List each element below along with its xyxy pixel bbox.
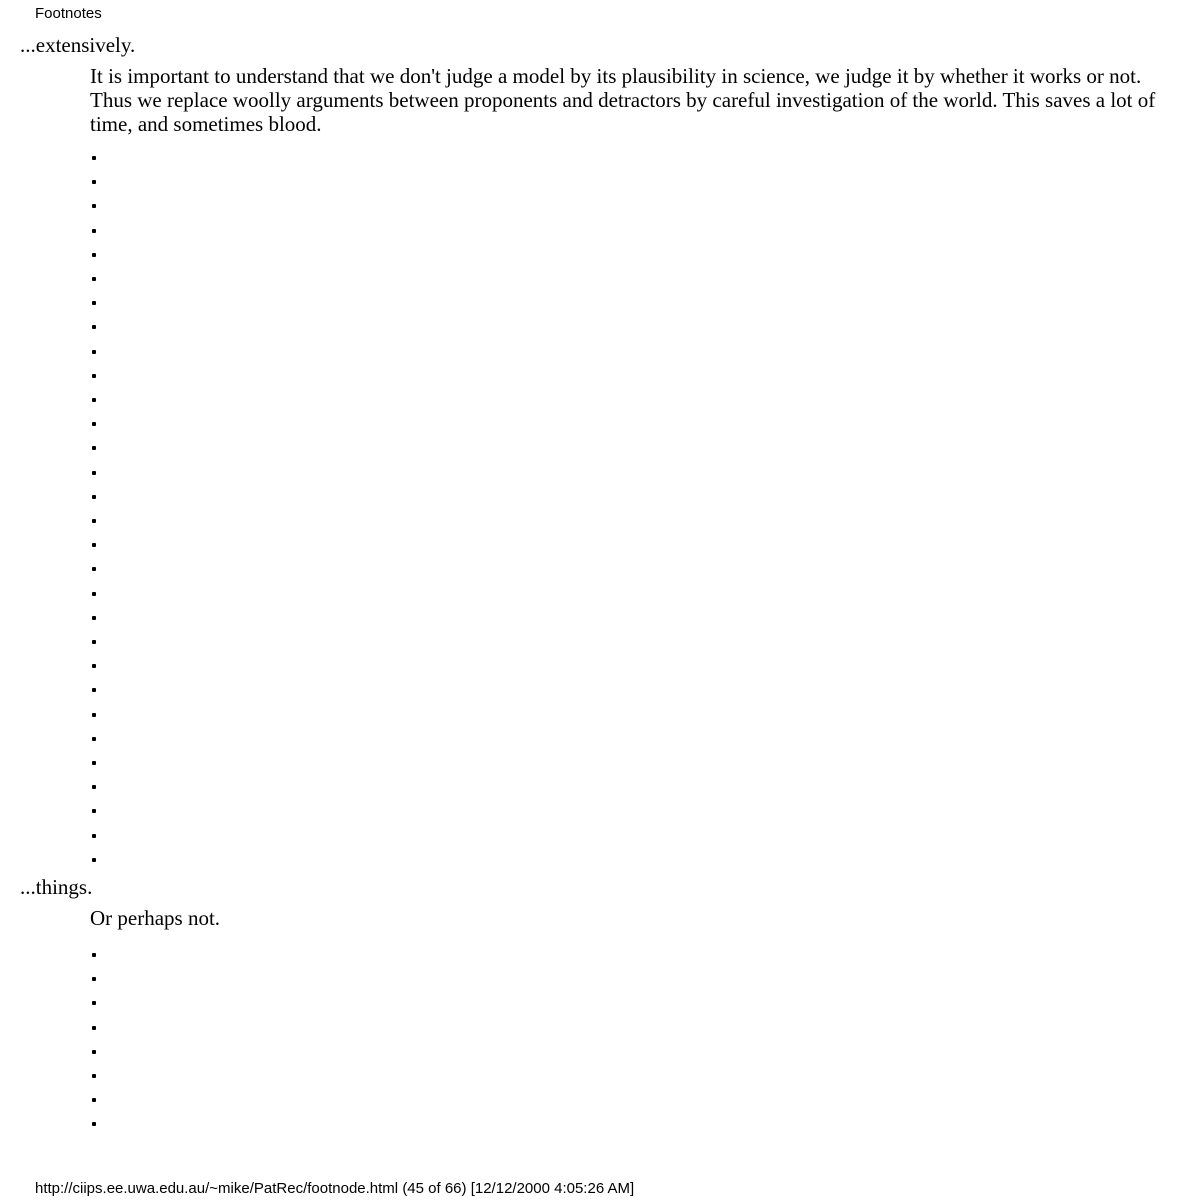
footer-timestamp: [12/12/2000 4:05:26 AM] [470, 1180, 635, 1197]
spacer-dot [92, 1074, 96, 1078]
spacer-dot [92, 204, 96, 208]
spacer-dot [92, 1122, 96, 1126]
spacer-dot [92, 1050, 96, 1054]
spacer-dot [92, 688, 96, 692]
spacer-dot [92, 953, 96, 957]
spacer-dot [92, 519, 96, 523]
spacer-dot [92, 446, 96, 450]
spacer-dot [92, 567, 96, 571]
spacer-dot [92, 1001, 96, 1005]
spacer-dot [92, 253, 96, 257]
page-header: Footnotes [35, 5, 102, 22]
spacer-dot [92, 471, 96, 475]
spacer-dot [92, 640, 96, 644]
spacer-dot [92, 543, 96, 547]
spacer-dot [92, 301, 96, 305]
footnote-term-things[interactable]: ...things. [20, 875, 93, 899]
spacer-dot [92, 422, 96, 426]
footer-page-info: (45 of 66) [402, 1180, 467, 1197]
spacer-dot [92, 325, 96, 329]
footer-url[interactable]: http://ciips.ee.uwa.edu.au/~mike/PatRec/footnode.html [35, 1180, 399, 1197]
spacer-dot [92, 737, 96, 741]
spacer-dot [92, 809, 96, 813]
spacer-dot [92, 761, 96, 765]
spacer-dot [92, 977, 96, 981]
spacer-dot [92, 374, 96, 378]
spacer-dot [92, 1026, 96, 1030]
spacer-dot [92, 156, 96, 160]
spacer-dot [92, 1098, 96, 1102]
footnote-text-things: Or perhaps not. [90, 906, 221, 930]
spacer-dot [92, 350, 96, 354]
spacer-dot [92, 277, 96, 281]
spacer-dot [92, 834, 96, 838]
spacer-dot [92, 398, 96, 402]
spacer-dot [92, 616, 96, 620]
spacer-dot [92, 229, 96, 233]
spacer-dot [92, 858, 96, 862]
spacer-dot [92, 713, 96, 717]
footnote-text-extensively: It is important to understand that we don't judge a model by its plausibility in science, we judge it by whether it works or not. Thus we replace woolly arguments between proponents and detractors by careful investigation of the world. This saves a lot of time, and sometimes blood. [90, 64, 1156, 136]
page-footer [35, 1180, 634, 1198]
spacer-dot [92, 180, 96, 184]
spacer-dot [92, 495, 96, 499]
spacer-dot [92, 785, 96, 789]
spacer-dot [92, 664, 96, 668]
footnote-term-extensively[interactable]: ...extensively. [20, 33, 136, 57]
spacer-dot [92, 592, 96, 596]
